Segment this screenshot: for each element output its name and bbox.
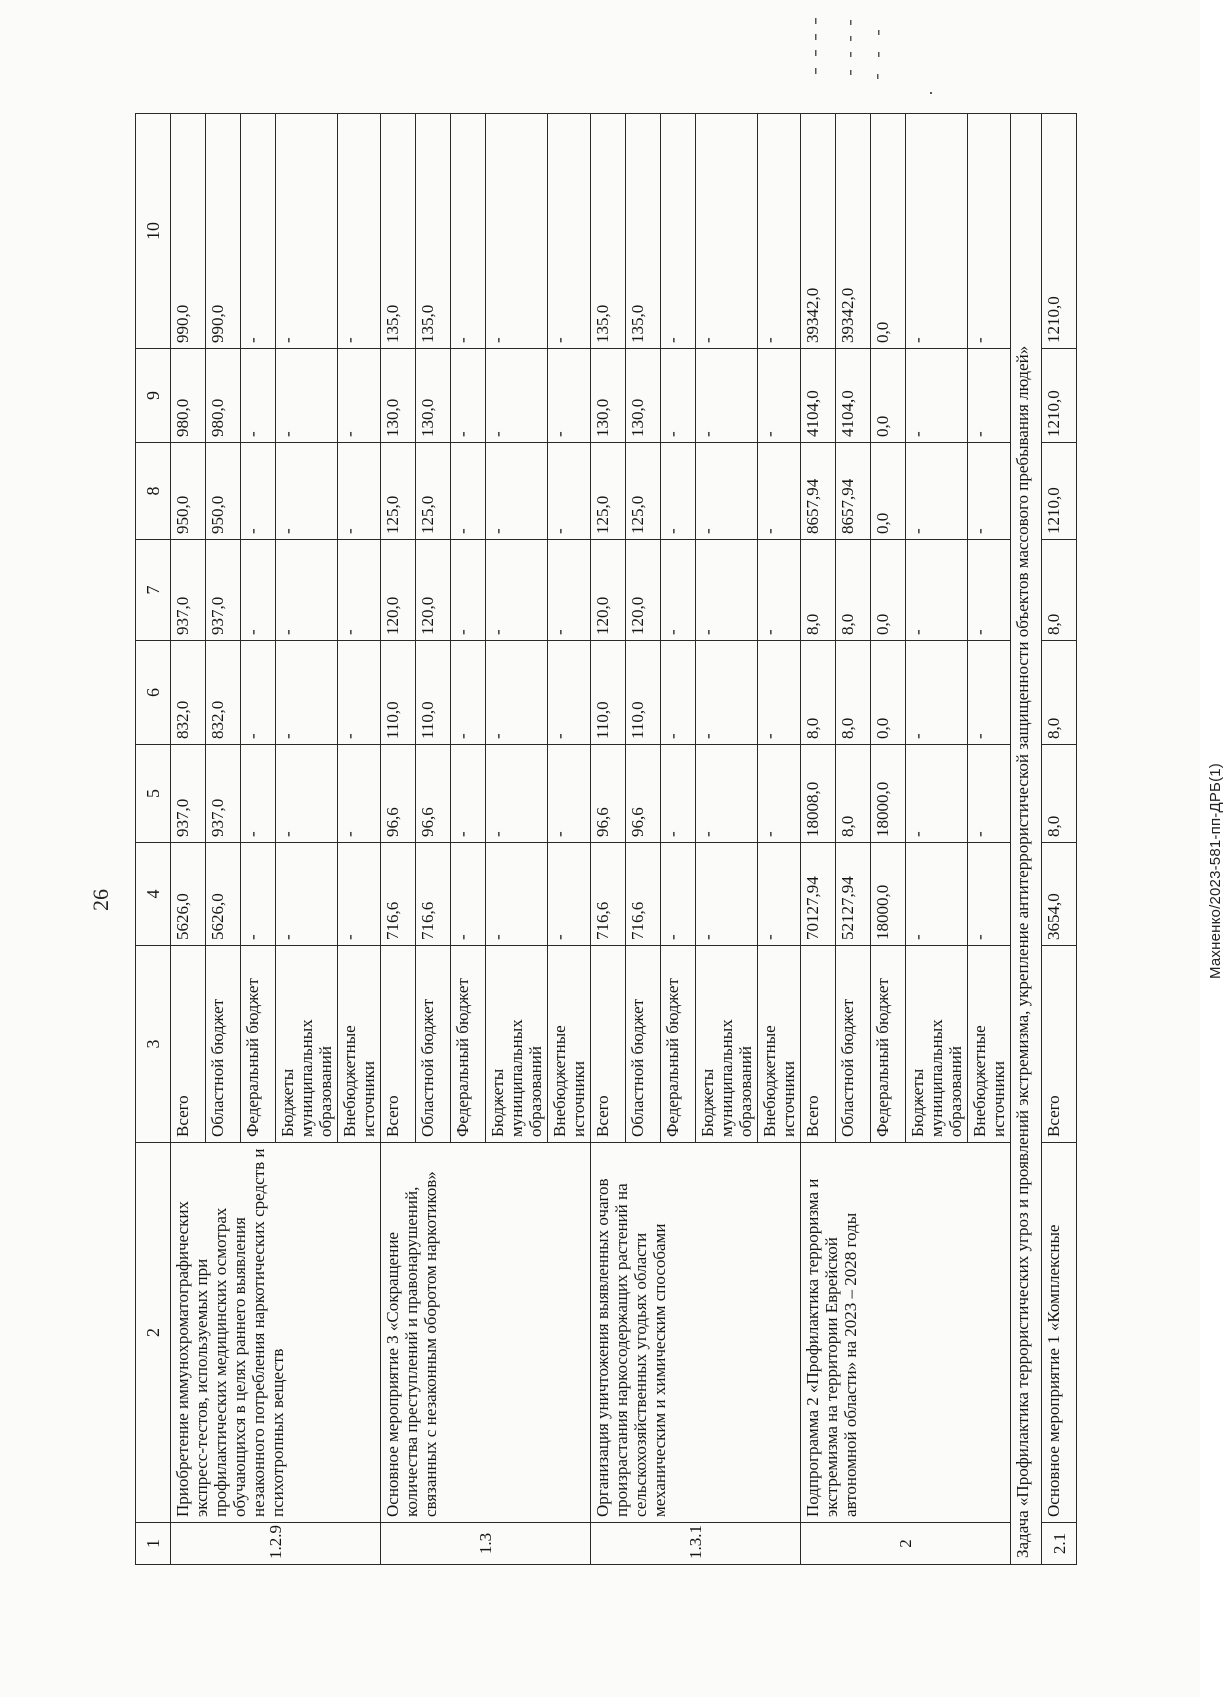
row-number: 2.1: [1042, 1523, 1077, 1565]
value-cell: 980,0: [206, 349, 241, 443]
value-cell: 110,0: [626, 641, 661, 745]
value-cell: 8,0: [836, 540, 871, 641]
funding-source: Бюджеты муниципальных образований: [276, 946, 338, 1143]
value-cell: 937,0: [171, 540, 206, 641]
value-cell: 990,0: [206, 114, 241, 349]
value-cell: 937,0: [206, 540, 241, 641]
funding-source: Всего: [381, 946, 416, 1143]
value-cell: -: [338, 443, 381, 540]
value-cell: -: [906, 540, 968, 641]
value-cell: -: [758, 745, 801, 843]
value-cell: -: [486, 843, 548, 946]
value-cell: 8,0: [1042, 745, 1077, 843]
value-cell: 8,0: [1042, 540, 1077, 641]
task-row: [1011, 114, 1042, 1565]
value-cell: -: [241, 114, 276, 349]
value-cell: -: [486, 349, 548, 443]
value-cell: -: [758, 641, 801, 745]
col-header: 7: [136, 540, 171, 641]
value-cell: -: [276, 349, 338, 443]
value-cell: -: [241, 540, 276, 641]
document-id: Махненко/2023-581-пп-ДРБ(1): [1207, 762, 1224, 980]
value-cell: -: [968, 745, 1011, 843]
value-cell: -: [486, 540, 548, 641]
value-cell: 125,0: [381, 443, 416, 540]
value-cell: -: [906, 641, 968, 745]
value-cell: -: [451, 843, 486, 946]
value-cell: 39342,0: [801, 114, 836, 349]
value-cell: 8,0: [1042, 641, 1077, 745]
value-cell: 135,0: [591, 114, 626, 349]
value-cell: -: [241, 349, 276, 443]
value-cell: -: [486, 641, 548, 745]
value-cell: 0,0: [871, 641, 906, 745]
funding-source: Внебюджетные источники: [968, 946, 1011, 1143]
value-cell: 135,0: [626, 114, 661, 349]
value-cell: 130,0: [416, 349, 451, 443]
table-row: [801, 114, 836, 1565]
funding-source: Федеральный бюджет: [241, 946, 276, 1143]
budget-table: [135, 113, 1077, 1565]
value-cell: 1210,0: [1042, 349, 1077, 443]
value-cell: -: [696, 114, 758, 349]
value-cell: -: [968, 443, 1011, 540]
value-cell: 96,6: [591, 745, 626, 843]
col-header: 5: [136, 745, 171, 843]
value-cell: 110,0: [591, 641, 626, 745]
value-cell: 130,0: [381, 349, 416, 443]
col-header: 6: [136, 641, 171, 745]
value-cell: 120,0: [416, 540, 451, 641]
funding-source: Федеральный бюджет: [871, 946, 906, 1143]
value-cell: -: [696, 540, 758, 641]
value-cell: 4104,0: [836, 349, 871, 443]
value-cell: 0,0: [871, 540, 906, 641]
measure-name: Основное мероприятие 1 «Комплексные: [1042, 1143, 1077, 1523]
value-cell: 0,0: [871, 443, 906, 540]
value-cell: -: [548, 349, 591, 443]
value-cell: -: [548, 540, 591, 641]
value-cell: 937,0: [171, 745, 206, 843]
col-header: 4: [136, 843, 171, 946]
value-cell: -: [451, 114, 486, 349]
col-header: 8: [136, 443, 171, 540]
value-cell: 125,0: [626, 443, 661, 540]
value-cell: 125,0: [591, 443, 626, 540]
value-cell: -: [968, 349, 1011, 443]
funding-source: Внебюджетные источники: [758, 946, 801, 1143]
row-number: 1.2.9: [171, 1523, 381, 1565]
col-header: 2: [136, 1143, 171, 1523]
value-cell: -: [906, 443, 968, 540]
table-row: [381, 114, 416, 1565]
value-cell: 937,0: [206, 745, 241, 843]
table-row: [591, 114, 626, 1565]
value-cell: -: [968, 540, 1011, 641]
value-cell: -: [276, 540, 338, 641]
value-cell: -: [696, 641, 758, 745]
funding-source: Всего: [1042, 946, 1077, 1143]
measure-name: Подпрограмма 2 «Профилактика терроризма и экстремизма на территории Еврейской автономной области» на 2023 – 2028 годы: [801, 1143, 1011, 1523]
funding-source: Бюджеты муниципальных образований: [696, 946, 758, 1143]
value-cell: 832,0: [206, 641, 241, 745]
value-cell: -: [661, 349, 696, 443]
funding-source: Областной бюджет: [836, 946, 871, 1143]
value-cell: -: [696, 745, 758, 843]
value-cell: -: [548, 443, 591, 540]
funding-source: Федеральный бюджет: [451, 946, 486, 1143]
col-header: 1: [136, 1523, 171, 1565]
table-row: [171, 114, 206, 1565]
col-header: 10: [136, 114, 171, 349]
value-cell: 110,0: [381, 641, 416, 745]
value-cell: 716,6: [591, 843, 626, 946]
value-cell: 8657,94: [836, 443, 871, 540]
value-cell: -: [486, 745, 548, 843]
value-cell: 96,6: [416, 745, 451, 843]
measure-name: Организация уничтожения выявленных очагов произрастания наркосодержащих растений на сельскохозяйственных угодьях области механическим и химическим способами: [591, 1143, 801, 1523]
value-cell: 120,0: [381, 540, 416, 641]
value-cell: -: [241, 443, 276, 540]
table-body: [171, 114, 1011, 1565]
value-cell: -: [696, 443, 758, 540]
row-number: 1.3: [381, 1523, 591, 1565]
value-cell: 5626,0: [206, 843, 241, 946]
funding-source: Бюджеты муниципальных образований: [906, 946, 968, 1143]
measure-name: Основное мероприятие 3 «Сокращение количества преступлений и правонарушений, связанных с незаконным оборотом наркотиков»: [381, 1143, 591, 1523]
value-cell: 130,0: [626, 349, 661, 443]
value-cell: -: [451, 443, 486, 540]
value-cell: -: [758, 114, 801, 349]
value-cell: 716,6: [381, 843, 416, 946]
value-cell: -: [758, 540, 801, 641]
value-cell: -: [338, 843, 381, 946]
value-cell: -: [906, 843, 968, 946]
value-cell: -: [758, 349, 801, 443]
value-cell: 8,0: [801, 540, 836, 641]
value-cell: -: [661, 641, 696, 745]
rotated-table-wrapper: [135, 114, 1069, 1565]
value-cell: 135,0: [381, 114, 416, 349]
value-cell: 716,6: [626, 843, 661, 946]
value-cell: -: [661, 843, 696, 946]
value-cell: -: [661, 745, 696, 843]
funding-source: Федеральный бюджет: [661, 946, 696, 1143]
value-cell: -: [338, 349, 381, 443]
value-cell: -: [276, 745, 338, 843]
funding-source: Областной бюджет: [416, 946, 451, 1143]
funding-source: Внебюджетные источники: [338, 946, 381, 1143]
value-cell: -: [451, 540, 486, 641]
value-cell: -: [548, 641, 591, 745]
value-cell: 0,0: [871, 349, 906, 443]
value-cell: -: [906, 349, 968, 443]
value-cell: 3654,0: [1042, 843, 1077, 946]
value-cell: 18000,0: [871, 745, 906, 843]
value-cell: -: [451, 349, 486, 443]
task-cell: Задача «Профилактика террористических угроз и проявлений экстремизма, укрепление антитеррористической защищенности объектов массового пребывания людей»: [1011, 114, 1042, 1565]
value-cell: 1210,0: [1042, 114, 1077, 349]
value-cell: -: [276, 641, 338, 745]
value-cell: 8657,94: [801, 443, 836, 540]
value-cell: 0,0: [871, 114, 906, 349]
value-cell: -: [661, 540, 696, 641]
value-cell: -: [451, 745, 486, 843]
value-cell: -: [276, 114, 338, 349]
value-cell: -: [968, 114, 1011, 349]
value-cell: 120,0: [591, 540, 626, 641]
funding-source: Всего: [801, 946, 836, 1143]
page-number: 26: [88, 889, 113, 911]
value-cell: -: [968, 641, 1011, 745]
value-cell: 120,0: [626, 540, 661, 641]
funding-source: Областной бюджет: [206, 946, 241, 1143]
value-cell: 52127,94: [836, 843, 871, 946]
value-cell: -: [338, 745, 381, 843]
header-row: [136, 114, 171, 1565]
value-cell: 39342,0: [836, 114, 871, 349]
value-cell: -: [338, 114, 381, 349]
value-cell: -: [696, 843, 758, 946]
value-cell: 135,0: [416, 114, 451, 349]
value-cell: 70127,94: [801, 843, 836, 946]
value-cell: 990,0: [171, 114, 206, 349]
col-header: 3: [136, 946, 171, 1143]
funding-source: Областной бюджет: [626, 946, 661, 1143]
value-cell: 125,0: [416, 443, 451, 540]
value-cell: 950,0: [206, 443, 241, 540]
value-cell: 8,0: [836, 641, 871, 745]
table-row: [1042, 114, 1077, 1565]
value-cell: -: [906, 114, 968, 349]
funding-source: Внебюджетные источники: [548, 946, 591, 1143]
value-cell: -: [758, 843, 801, 946]
value-cell: 950,0: [171, 443, 206, 540]
value-cell: -: [548, 745, 591, 843]
value-cell: 4104,0: [801, 349, 836, 443]
value-cell: -: [241, 843, 276, 946]
value-cell: -: [338, 540, 381, 641]
col-header: 9: [136, 349, 171, 443]
value-cell: -: [661, 443, 696, 540]
value-cell: 8,0: [801, 641, 836, 745]
value-cell: -: [661, 114, 696, 349]
value-cell: -: [486, 114, 548, 349]
row-number: 1.3.1: [591, 1523, 801, 1565]
value-cell: -: [451, 641, 486, 745]
value-cell: 5626,0: [171, 843, 206, 946]
value-cell: 980,0: [171, 349, 206, 443]
funding-source: Бюджеты муниципальных образований: [486, 946, 548, 1143]
value-cell: -: [906, 745, 968, 843]
value-cell: -: [338, 641, 381, 745]
value-cell: 96,6: [381, 745, 416, 843]
value-cell: 110,0: [416, 641, 451, 745]
value-cell: 716,6: [416, 843, 451, 946]
value-cell: 96,6: [626, 745, 661, 843]
value-cell: 832,0: [171, 641, 206, 745]
value-cell: -: [241, 641, 276, 745]
funding-source: Всего: [591, 946, 626, 1143]
value-cell: -: [696, 349, 758, 443]
value-cell: 130,0: [591, 349, 626, 443]
value-cell: 1210,0: [1042, 443, 1077, 540]
value-cell: 8,0: [836, 745, 871, 843]
value-cell: -: [548, 114, 591, 349]
value-cell: -: [486, 443, 548, 540]
value-cell: -: [241, 745, 276, 843]
funding-source: Всего: [171, 946, 206, 1143]
value-cell: -: [548, 843, 591, 946]
value-cell: -: [276, 443, 338, 540]
row-number: 2: [801, 1523, 1011, 1565]
value-cell: -: [758, 443, 801, 540]
value-cell: 18008,0: [801, 745, 836, 843]
value-cell: -: [968, 843, 1011, 946]
value-cell: 18000,0: [871, 843, 906, 946]
value-cell: -: [276, 843, 338, 946]
measure-name: Приобретение иммунохроматографических экспресс-тестов, используемых при профилактических медицинских осмотрах обучающихся в целях раннего выявления незаконного потребления наркотических средств и психотропных веществ: [171, 1143, 381, 1523]
